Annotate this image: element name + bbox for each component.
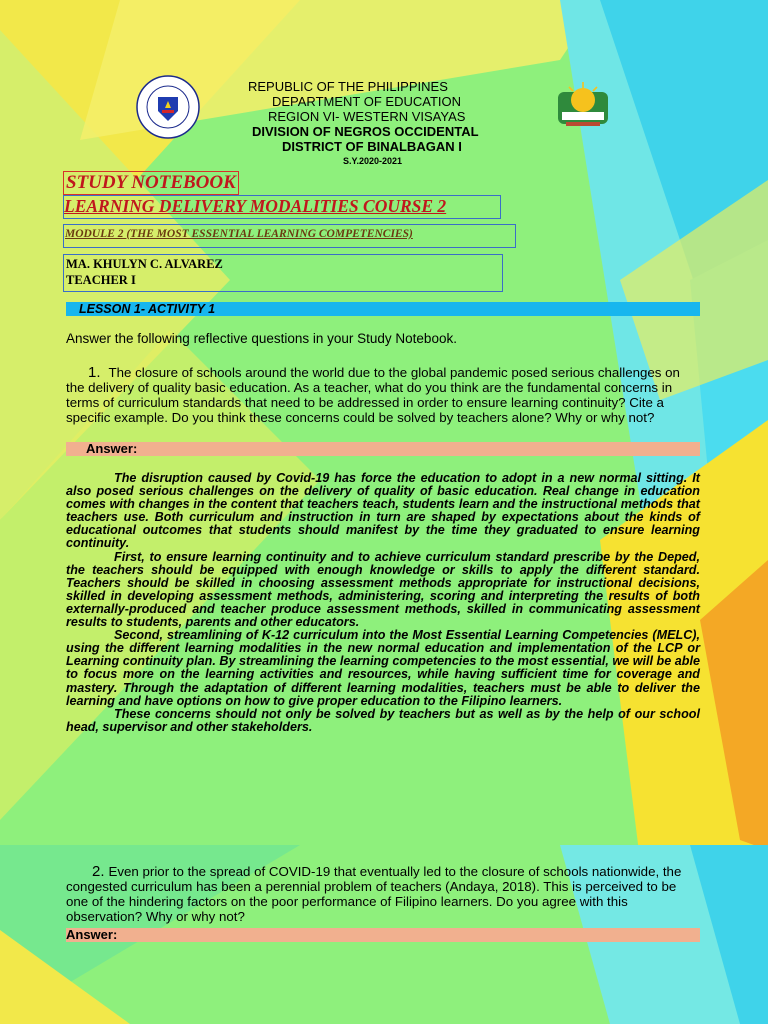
question-2-number: 2.	[92, 863, 105, 880]
answer-1-bar	[66, 442, 700, 456]
study-notebook-title: STUDY NOTEBOOK	[63, 171, 239, 195]
instruction-text: Answer the following reflective questions in your Study Notebook.	[66, 331, 457, 346]
lesson-label: LESSON 1- ACTIVITY 1	[79, 302, 216, 316]
answer-1-paragraph: The disruption caused by Covid-19 has force the education to adopt in a new normal sitting. It also posed serious challenges on the delivery of quality of basic education. Real change in education comes with changes in the content that teachers teach, students learn and the instructional methods that teachers use. Both curriculum and instruction in turn are shaped by expectations about the kinds of educational outcomes that students should manifest by the time they graduated to ensure learning continuity.	[66, 471, 700, 551]
school-year: S.Y.2020-2021	[343, 156, 403, 166]
course-title-text: LEARNING DELIVERY MODALITIES COURSE 2	[64, 196, 447, 216]
district-seal-icon	[552, 80, 614, 132]
question-1-text: The closure of schools around the world due to the global pandemic posed serious challenges on the delivery of quality basic education. As a teacher, what do you think are the fundamental concerns in terms of curriculum standards that need to be addressed in order to ensure learning continuity? Cite a specific example. Do you think these concerns could be solved by teachers alone? Why or why not?	[66, 365, 680, 425]
answer-2-bar	[66, 928, 700, 942]
question-1-number: 1.	[88, 364, 101, 381]
module-title: MODULE 2 (THE MOST ESSENTIAL LEARNING COMPETENCIES)	[65, 228, 413, 240]
answer-1-label: Answer:	[86, 441, 138, 456]
header-line-region: REGION VI- WESTERN VISAYAS	[268, 109, 466, 124]
question-1	[66, 365, 702, 425]
answer-1-paragraph: Second, streamlining of K-12 curriculum into the Most Essential Learning Competencies (MELC), using the different learning modalities in the new normal education and implementation of the LCP or Learning continuity plan. By streamlining the learning competencies to the most essential, we will be able to focus more on the learning activities and resources, while having sufficient time for coverage and mastery. Through the adaptation of different learning modalities, teachers must be able to deliver the learning and have options on how to give proper education to the Filipino learners.	[66, 628, 700, 708]
header-line-republic: REPUBLIC OF THE PHILIPPINES	[248, 79, 448, 94]
answer-1-paragraph: First, to ensure learning continuity and to achieve curriculum standard prescribe by the Deped, the teachers should be equipped with enough knowledge or skills to apply the different standard. Teachers should be skilled in choosing assessment methods appropriate for instructional decisions, skilled in developing assessment methods, administering, scoring and interpreting the results of both externally-produced and teacher produce assessment methods, skilled in communicating assessment results to students, parents and other educators.	[66, 549, 700, 630]
author-position: TEACHER I	[66, 273, 136, 287]
deped-seal-icon	[136, 75, 200, 139]
header-line-deped: DEPARTMENT OF EDUCATION	[272, 94, 461, 109]
answer-2-label: Answer:	[66, 927, 118, 942]
question-2	[66, 864, 702, 924]
author-name: MA. KHULYN C. ALVAREZ	[66, 257, 223, 271]
question-2-text: Even prior to the spread of COVID-19 that eventually led to the closure of schools nationwide, the congested curriculum has been a perennial problem of teachers (Andaya, 2018). This is perceived to be one of the hindering factors on the poor performance of Filipino learners. Do you agree with this observation? Why or why not?	[66, 864, 682, 924]
answer-1-paragraph: These concerns should not only be solved by teachers but as well as by the help of our school head, supervisor and other stakeholders.	[66, 706, 700, 734]
header-line-district: DISTRICT OF BINALBAGAN I	[282, 139, 462, 154]
answer-1-text	[66, 472, 700, 734]
header-line-division: DIVISION OF NEGROS OCCIDENTAL	[252, 124, 479, 139]
